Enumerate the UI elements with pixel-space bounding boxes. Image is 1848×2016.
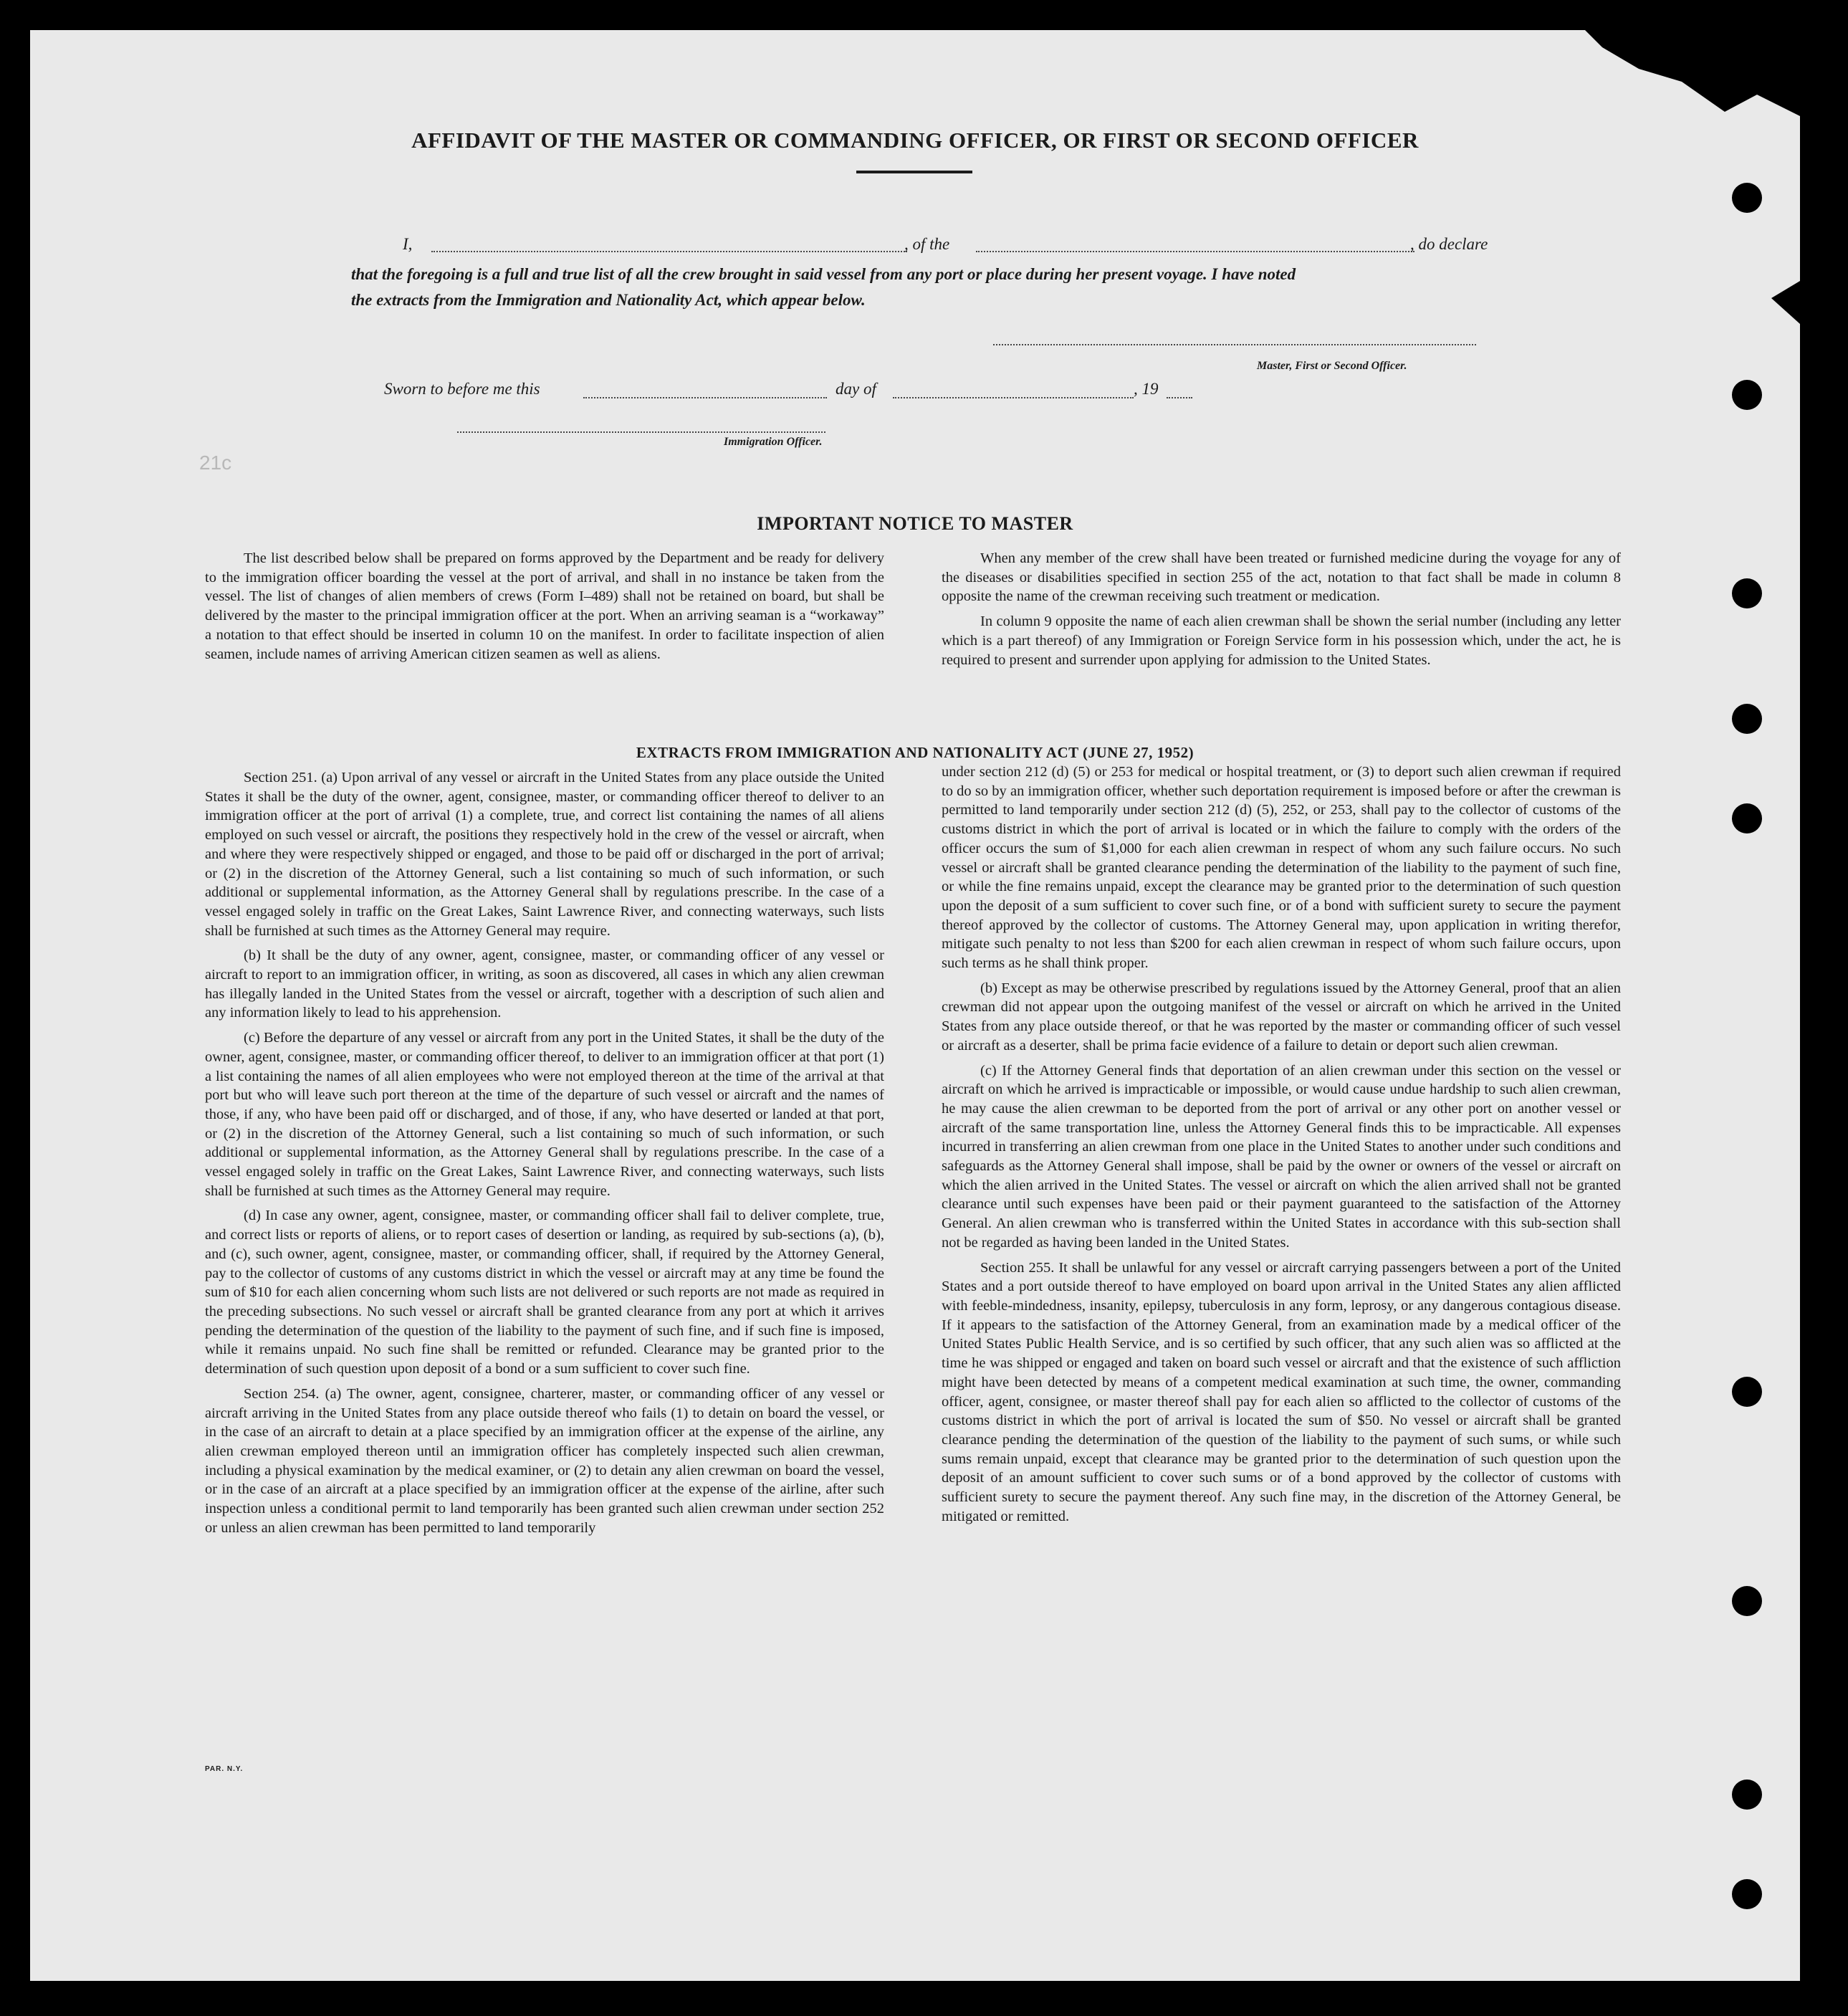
binding-hole (1732, 1779, 1762, 1810)
binding-hole (1732, 704, 1762, 734)
act-paragraph: (d) In case any owner, agent, consignee, master, or commanding officer shall fail to deliver complete, true, and correct lists or reports of aliens, or to report cases of desertion or landing, as required by sub-sections (a), (b), and (c), such owner, agent, consignee, master, or commanding officer, shall, if required by the Attorney General, pay to the collector of customs of any customs district in which the vessel or aircraft may at any time be found the sum of $10 for each alien concerning whom such lists are not delivered or such reports are not made as required in the preceding subsections. No such vessel or aircraft shall be granted clearance from any port at which it arrives pending the determination of the question of the liability to the payment of such fine, and if such fine is imposed, while it remains unpaid. No such fine shall be remitted or refunded. Clearance may be granted prior to the determination of such question upon deposit of a bond or a sum sufficient to cover such fine. (205, 1208, 884, 1377)
notice-right-column (942, 549, 1621, 675)
year-label: , 19 (1134, 380, 1159, 398)
binding-hole (1732, 1377, 1762, 1407)
title-rule (856, 171, 972, 173)
act-paragraph: (c) If the Attorney General finds that deportation of an alien crewman under this section on the vessel or aircraft on which he arrived is impracticable or impossible, or would cause undue hardship to such alien crewman, he may cause the alien crewman to be deported from the port of arrival or any other port on another vessel or aircraft of the same transportation line, unless the Attorney General finds this to be impracticable. All expenses incurred in transferring an alien crewman from one place in the United States to another under such conditions and safeguards as the Attorney General shall impose, shall be paid by the owner or owners of the vessel or aircraft on which the alien arrived in the United States. The vessel or aircraft on which the alien arrived shall not be granted clearance until such expenses have been paid or their payment guaranteed to the satisfaction of the Attorney General. An alien crewman who is transferred within the United States in accordance with this sub-section shall not be regarded as having been landed in the United States. (942, 1062, 1621, 1251)
document-page (30, 30, 1800, 1981)
act-paragraph: (c) Before the departure of any vessel or aircraft from any port in the United States, it shall be the duty of the owner, agent, consignee, master, or commanding officer thereof, to deliver to an immigration officer at that port (1) a list containing the names of all alien employees who were not employed thereon at the time of the arrival at that port but who will leave such port thereon at the time of the departure of such vessel or aircraft and the names of those, if any, who have been paid off or discharged, and of those, if any, who have deserted or landed at that port, or (2) in the discretion of the Attorney General, such a list containing so much of such information, or such additional or supplemental information, as the Attorney General shall by regulations prescribe. In the case of a vessel engaged solely in traffic on the Great Lakes, Saint Lawrence River, and connecting waterways, such lists shall be furnished at such times as the Attorney General may require. (205, 1030, 884, 1199)
act-paragraph: Section 255. It shall be unlawful for any vessel or aircraft carrying passengers between a port of the United States and a port outside thereof to have employed on board upon arrival in the United States any alien afflicted with feeble-mindedness, insanity, epilepsy, tuberculosis in any form, leprosy, or any dangerous contagious disease. If it appears to the satisfaction of the Attorney General, from an examination made by a medical officer of the United States Public Health Service, and is so certified by such officer, that any such alien was so afflicted at the time he was shipped or engaged and taken on board such vessel or aircraft and that the existence of such affliction might have been detected by means of a competent medical examination at such time, the owner, commanding officer, agent, consignee, or master thereof shall pay for each alien so afflicted to the collector of customs of the customs district in which the port of arrival is located the sum of $50. No vessel or aircraft shall be granted clearance pending the determination of the question of the liability to the payment of such sums, or while such sums remain unpaid, except that clearance may be granted prior to the determination of such question upon the deposit of an amount sufficient to cover such sums or of a bond approved by the collector of customs with sufficient surety to secure the payment thereof. Any such fine may, in the discretion of the Attorney General, be mitigated or remitted. (942, 1259, 1621, 1524)
act-paragraph: (b) It shall be the duty of any owner, agent, consignee, master, or commanding officer of any vessel or aircraft to report to an immigration officer, in writing, as soon as discovered, all cases in which any alien crewman has illegally landed in the United States from the vessel or aircraft, together with a description of such alien and any information likely to lead to his apprehension. (205, 947, 884, 1021)
binding-hole (1732, 1879, 1762, 1909)
extracts-title: EXTRACTS FROM IMMIGRATION AND NATIONALITY ACT (JUNE 27, 1952) (636, 744, 1195, 761)
sworn-month-field[interactable] (893, 397, 1134, 398)
declarant-label: I, (403, 235, 413, 253)
torn-edge-notch (1771, 281, 1800, 324)
extracts-left-column (205, 768, 884, 1543)
binding-hole (1732, 578, 1762, 608)
notice-title: IMPORTANT NOTICE TO MASTER (757, 513, 1073, 534)
officer-signature-line[interactable] (457, 431, 825, 433)
binding-hole (1732, 380, 1762, 410)
of-the-label: , of the (904, 235, 950, 253)
vessel-name-field[interactable] (976, 251, 1414, 252)
binding-hole (1732, 1586, 1762, 1616)
act-paragraph: Section 254. (a) The owner, agent, consignee, charterer, master, or commanding officer of any vessel or aircraft arriving in the United States from any place outside thereof who fails (1) to detain on board the vessel, or in the case of an aircraft to detain at a place specified by an immigration officer at the expense of the airline, any alien crewman employed thereon until an immigration officer has completely inspected such alien crewman, including a physical examination by the medical examiner, or (2) to detain any alien crewman on board the vessel, or in the case of an aircraft at a place specified by an immigration officer at the expense of the airline, after such inspection unless a conditional permit to land temporarily has been granted such alien crewman under section 252 or unless an alien crewman has been permitted to land temporarily (205, 1385, 884, 1536)
pencil-annotation: 21c (199, 452, 232, 474)
notice-paragraph: When any member of the crew shall have been treated or furnished medicine during the voyage for any of the diseases or disabilities specified in section 255 of the act, notation to that fact shall be made in column 8 opposite the name of the crewman receiving such treatment or medication. (942, 550, 1621, 605)
act-paragraph: Section 251. (a) Upon arrival of any vessel or aircraft in the United States from any place outside the United States it shall be the duty of the owner, agent, consignee, master, or commanding officer thereof to deliver to an immigration officer at the port of arrival (1) a complete, true, and correct list containing the names of all aliens employed on such vessel or aircraft, the positions they respectively hold in the crew of the vessel or aircraft, when and where they were respectively shipped or engaged, and those to be paid off or discharged in the port of arrival; or (2) in the discretion of the Attorney General, such a list containing so much of such information, or such additional or supplemental information, as the Attorney General shall by regulations prescribe. In the case of a vessel engaged solely in traffic on the Great Lakes, Saint Lawrence River, and connecting waterways, such lists shall be furnished at such times as the Attorney General may require. (205, 770, 884, 939)
declarant-name-field[interactable] (431, 251, 907, 252)
act-paragraph: (b) Except as may be otherwise prescribed by regulations issued by the Attorney General, proof that an alien crewman did not appear upon the outgoing manifest of the vessel or aircraft on which he arrived in the United States from any place outside thereof, or that he was reported by the master or commanding officer of such vessel or aircraft as a deserter, shall be prima facie evidence of a failure to detain or deport such alien crewman. (942, 980, 1621, 1054)
officer-signature-caption: Immigration Officer. (724, 436, 823, 448)
act-paragraph: under section 212 (d) (5) or 253 for medical or hospital treatment, or (3) to deport such alien crewman if required to do so by an immigration officer, whether such deportation requirement is imposed before or after the crewman is permitted to land temporarily under section 212 (d) (5), 252, or 253, shall pay to the collector of customs of the customs district in which the port of arrival is located or in which the failure to comply with the orders of the officer occurs the sum of $1,000 for each alien crewman in respect of whom any such failure occurs. No such vessel or aircraft shall be granted clearance pending the determination of the liability to the payment of such fine, or while the fine remains unpaid, except the clearance may be granted prior to the determination of such question upon the deposit of a sum sufficient to cover such fine, or of a bond with sufficient surety to secure the payment thereof approved by the collector of customs. The Attorney General may, upon application in writing therefor, mitigate such penalty to not less than $200 for each alien crewman in respect of whom such failure occurs, upon such terms as he shall think proper. (942, 764, 1621, 972)
sworn-label: Sworn to before me this (384, 380, 540, 398)
sworn-year-field[interactable] (1167, 397, 1192, 398)
notice-paragraph: In column 9 opposite the name of each alien crewman shall be shown the serial number (including any letter which is a part thereof) of any Immigration or Foreign Service form in his possession which, under the act, he is required to present and surrender upon applying for admission to the United States. (942, 613, 1621, 668)
master-signature-line[interactable] (993, 344, 1476, 345)
extracts-right-column (942, 763, 1621, 1532)
affidavit-title: AFFIDAVIT OF THE MASTER OR COMMANDING OFFICER, OR FIRST OR SECOND OFFICER (411, 128, 1419, 153)
notice-paragraph: The list described below shall be prepared on forms approved by the Department and be ready for delivery to the immigration officer boarding the vessel at the port of arrival, and shall in no instance be taken from the vessel. The list of changes of alien members of crews (Form I–489) shall not be retained on board, but shall be delivered by the master to the principal immigration officer at the port. When an arriving seaman is a “workaway” a notation to that effect should be inserted in column 10 on the manifest. In order to facilitate inspection of alien seamen, include names of arriving American citizen seamen as well as aliens. (205, 550, 884, 662)
declaration-text-line2: the extracts from the Immigration and Nationality Act, which appear below. (351, 291, 866, 309)
sworn-day-field[interactable] (583, 397, 827, 398)
do-declare-label: , do declare (1410, 235, 1488, 253)
binding-hole (1732, 183, 1762, 213)
declaration-text-line1: that the foregoing is a full and true list of all the crew brought in said vessel from any port or place during her present voyage. I have noted (351, 265, 1296, 283)
master-signature-caption: Master, First or Second Officer. (1257, 360, 1407, 372)
day-of-label: day of (836, 380, 876, 398)
torn-corner (1585, 30, 1800, 116)
binding-hole (1732, 803, 1762, 833)
notice-left-column (205, 549, 884, 669)
printer-mark: PAR. N.Y. (205, 1765, 244, 1773)
